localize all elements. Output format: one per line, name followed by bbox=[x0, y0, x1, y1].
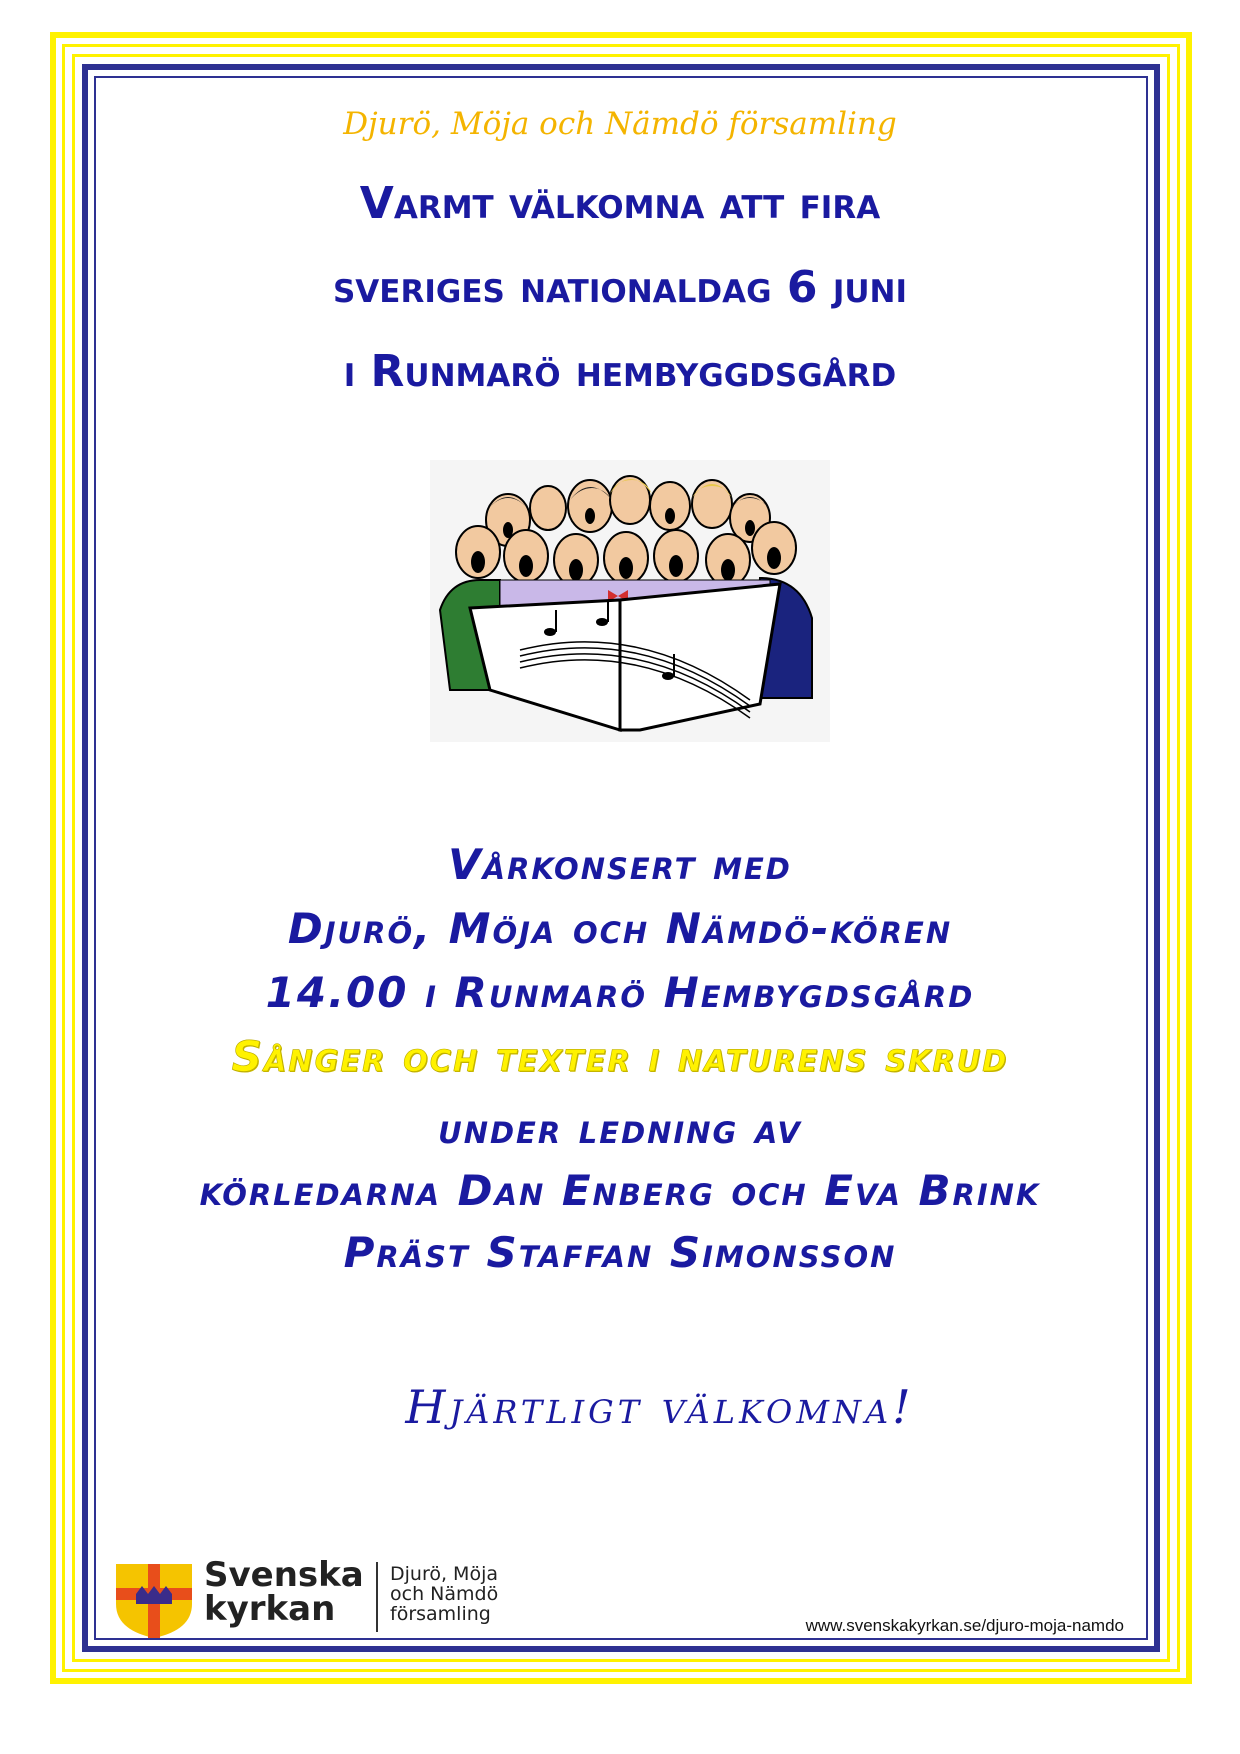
svenska-kyrkan-logo bbox=[112, 1555, 512, 1638]
logo-divider bbox=[376, 1562, 378, 1632]
leadership-intro: under ledning av bbox=[438, 1104, 802, 1153]
brand-name bbox=[204, 1555, 364, 1629]
choir-illustration bbox=[430, 460, 830, 742]
intro-line-2: sveriges nationaldag 6 juni bbox=[332, 262, 908, 313]
church-shield-icon bbox=[112, 1558, 196, 1638]
priest-name: Präst Staffan Simonsson bbox=[343, 1228, 897, 1277]
logo-parish bbox=[390, 1564, 498, 1624]
concert-title: Vårkonsert med bbox=[448, 840, 792, 889]
brand-line-1: Svenska bbox=[204, 1555, 364, 1595]
concert-choir: Djurö, Möja och Nämdö-kören bbox=[287, 904, 953, 953]
choir-leaders: körledarna Dan Enberg och Eva Brink bbox=[199, 1166, 1041, 1215]
concert-time-place: 14.00 i Runmarö Hembygdsgård bbox=[265, 968, 975, 1017]
concert-theme: Sånger och texter i naturens skrud bbox=[231, 1032, 1009, 1081]
parish-name: Djurö, Möja och Nämdö församling bbox=[343, 106, 897, 142]
logo-parish-line-3: församling bbox=[390, 1603, 491, 1625]
intro-line-3: i Runmarö hembyggdsgård bbox=[343, 346, 897, 397]
logo-parish-line-1: Djurö, Möja bbox=[390, 1563, 498, 1585]
website-link[interactable]: www.svenskakyrkan.se/djuro-moja-namdo bbox=[805, 1616, 1124, 1635]
closing-welcome: Hjärtligt välkomna! bbox=[405, 1380, 915, 1434]
intro-line-1: Varmt välkomna att fira bbox=[359, 178, 881, 229]
choir-drawing bbox=[430, 460, 830, 742]
brand-line-2: kyrkan bbox=[204, 1589, 336, 1629]
logo-parish-line-2: och Nämdö bbox=[390, 1583, 499, 1605]
